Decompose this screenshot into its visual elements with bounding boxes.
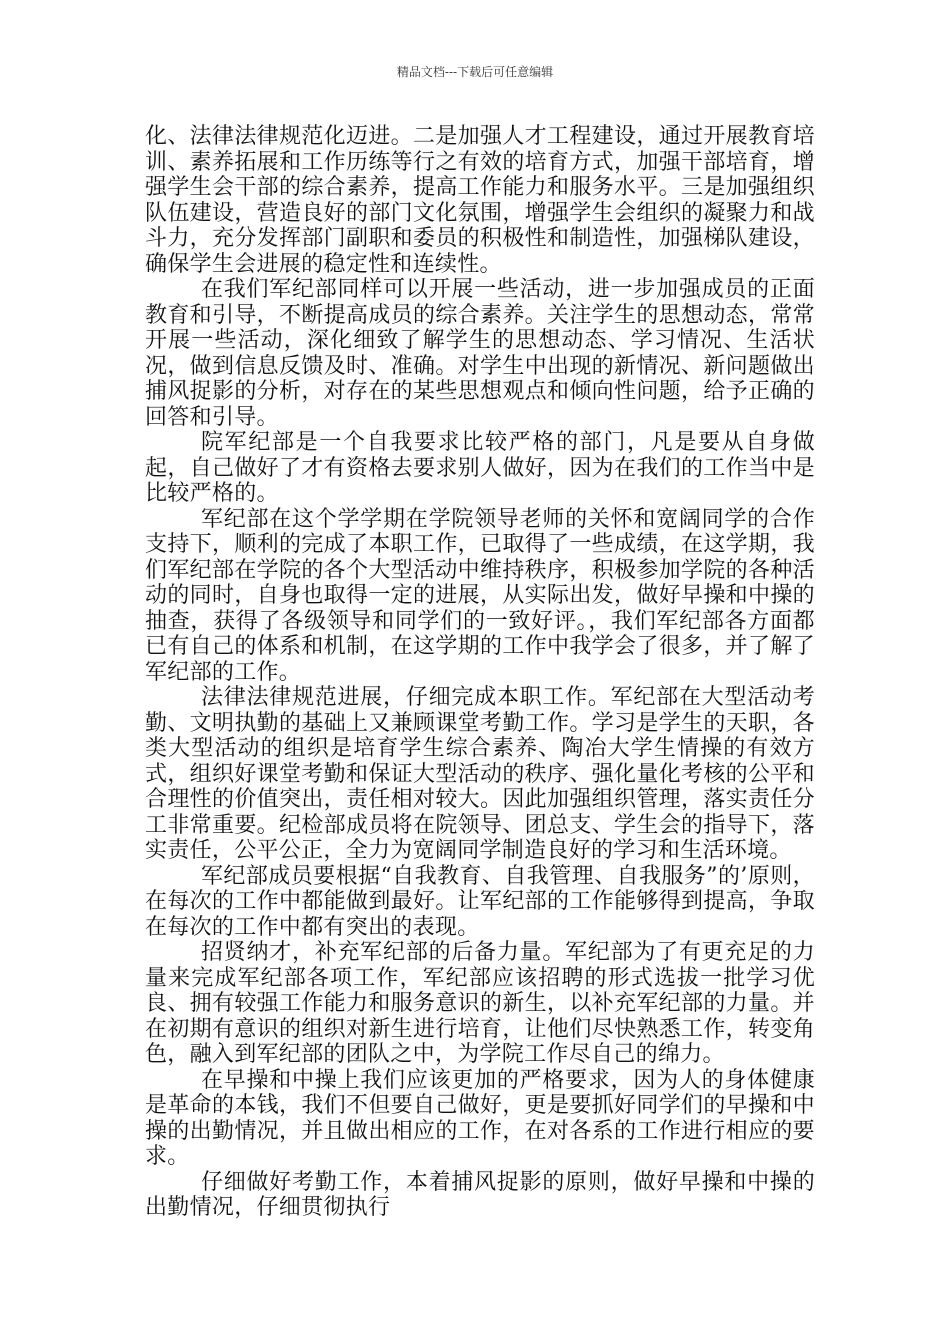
paragraph: 化、法律法律规范化迈进。二是加强人才工程建设，通过开展教育培训、素养拓展和工作历练等行之有效的培育方式，加强干部培育，增强学生会干部的综合素养，提高工作能力和服务水平。三是加强组织队伍建设，营造良好的部门文化氛围，增强学生会组织的凝聚力和战斗力，充分发挥部门副职和委员的积极性和制造性，加强梯队建设，确保学生会进展的稳定性和连续性。 [145,124,815,277]
paragraph: 在我们军纪部同样可以开展一些活动，进一步加强成员的正面教育和引导，不断提高成员的综合素养。关注学生的思想动态，常常开展一些活动，深化细致了解学生的思想动态、学习情况、生活状况，做到信息反馈及时、准确。对学生中出现的新情况、新问题做出捕风捉影的分析，对存在的某些思想观点和倾向性问题，给予正确的回答和引导。 [145,277,815,430]
paragraph: 军纪部成员要根据“自我教育、自我管理、自我服务”的’原则，在每次的工作中都能做到最好。让军纪部的工作能够得到提高，争取在每次的工作中都有突出的表现。 [145,863,815,940]
paragraph: 法律法律规范进展，仔细完成本职工作。军纪部在大型活动考勤、文明执勤的基础上又兼顾课堂考勤工作。学习是学生的天职，各类大型活动的组织是培育学生综合素养、陶冶大学生情操的有效方式，组织好课堂考勤和保证大型活动的秩序、强化量化考核的公平和合理性的价值突出，责任相对较大。因此加强组织管理，落实责任分工非常重要。纪检部成员将在院领导、团总支、学生会的指导下，落实责任，公平公正，全力为宽阔同学制造良好的学习和生活环境。 [145,685,815,863]
document-body [145,124,815,1221]
paragraph: 招贤纳才，补充军纪部的后备力量。军纪部为了有更充足的力量来完成军纪部各项工作，军纪部应该招聘的形式选拔一批学习优良、拥有较强工作能力和服务意识的新生，以补充军纪部的力量。并在初期有意识的组织对新生进行培育，让他们尽快熟悉工作，转变角色，融入到军纪部的团队之中，为学院工作尽自己的绵力。 [145,940,815,1067]
paragraph: 在早操和中操上我们应该更加的严格要求，因为人的身体健康是革命的本钱，我们不但要自己做好，更是要抓好同学们的早操和中操的出勤情况，并且做出相应的工作，在对各系的工作进行相应的要求。 [145,1067,815,1169]
paragraph: 仔细做好考勤工作，本着捕风捉影的原则，做好早操和中操的出勤情况，仔细贯彻执行 [145,1169,815,1220]
paragraph: 军纪部在这个学学期在学院领导老师的关怀和宽阔同学的合作支持下，顺利的完成了本职工作，已取得了一些成绩，在这学期，我们军纪部在学院的各个大型活动中维持秩序，积极参加学院的各种活动的同时，自身也取得一定的进展，从实际出发，做好早操和中操的抽查，获得了各级领导和同学们的一致好评。，我们军纪部各方面都已有自己的体系和机制，在这学期的工作中我学会了很多，并了解了军纪部的工作。 [145,506,815,685]
paragraph: 院军纪部是一个自我要求比较严格的部门，凡是要从自身做起，自己做好了才有资格去要求别人做好，因为在我们的工作当中是比较严格的。 [145,430,815,506]
page-header: 精品文档---下载后可任意编辑 [396,65,554,79]
